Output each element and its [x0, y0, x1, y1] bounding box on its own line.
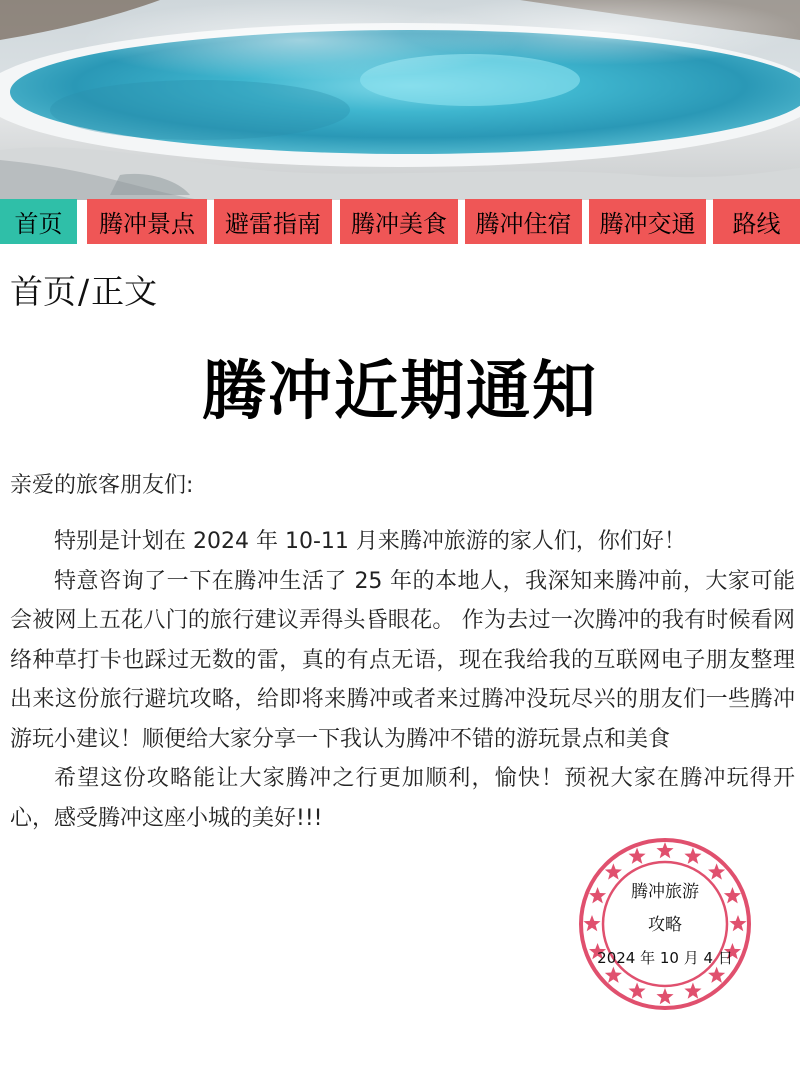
nav-item-tengchong-food[interactable]: 腾冲美食 [340, 199, 458, 244]
nav-item-routes[interactable]: 路线 [713, 199, 800, 244]
article-body [10, 522, 795, 838]
article-greeting: 亲爱的旅客朋友们: [10, 473, 194, 498]
seal-star-icon [684, 848, 701, 864]
seal-star-icon [656, 842, 673, 858]
nav-item-tengchong-transport[interactable]: 腾冲交通 [589, 199, 706, 244]
breadcrumb-current: 正文 [91, 272, 158, 311]
seal-stamp [578, 824, 778, 1024]
seal-line-1: 腾冲旅游 [631, 882, 699, 902]
breadcrumb [10, 266, 157, 313]
nav-item-home[interactable]: 首页 [0, 199, 77, 244]
seal-star-icon [629, 982, 646, 998]
article-paragraph: 特别是计划在 2024 年 10-11 月来腾冲旅游的家人们，你们好！ [54, 529, 686, 554]
seal-star-icon [656, 988, 673, 1004]
seal-star-icon [629, 848, 646, 864]
seal-line-2: 攻略 [648, 915, 682, 935]
article-paragraph: 希望这份攻略能让大家腾冲之行更加顺利，愉快！预祝大家在腾冲玩得开心，感受腾冲这座小城的美好!!! [10, 766, 795, 831]
article-paragraph: 特意咨询了一下在腾冲生活了 25 年的本地人，我深知来腾冲前，大家可能会被网上五花八门的旅行建议弄得头昏眼花。 作为去过一次腾冲的我有时候看网络种草打卡也踩过无数的雷，真的有点无语，现在我给我的互联网电子朋友整理出来这份旅行避坑攻略，给即将来腾冲或者来过腾冲没玩尽兴的朋友们一些腾冲游玩小建议！顺便给大家分享一下我认为腾冲不错的游玩景点和美食 [10, 568, 795, 752]
article-title: 腾冲近期通知 [202, 355, 598, 429]
breadcrumb-home-link[interactable]: 首页 [10, 272, 76, 311]
seal-date: 2024 年 10 月 4 日 [597, 949, 733, 967]
top-nav [0, 199, 800, 246]
breadcrumb-separator: / [78, 272, 90, 311]
hero-hot-spring-image [0, 0, 800, 200]
nav-item-tengchong-lodging[interactable]: 腾冲住宿 [465, 199, 582, 244]
seal-star-icon [684, 982, 701, 998]
nav-item-tengchong-attractions[interactable]: 腾冲景点 [87, 199, 207, 244]
nav-item-avoid-pitfalls[interactable]: 避雷指南 [214, 199, 332, 244]
